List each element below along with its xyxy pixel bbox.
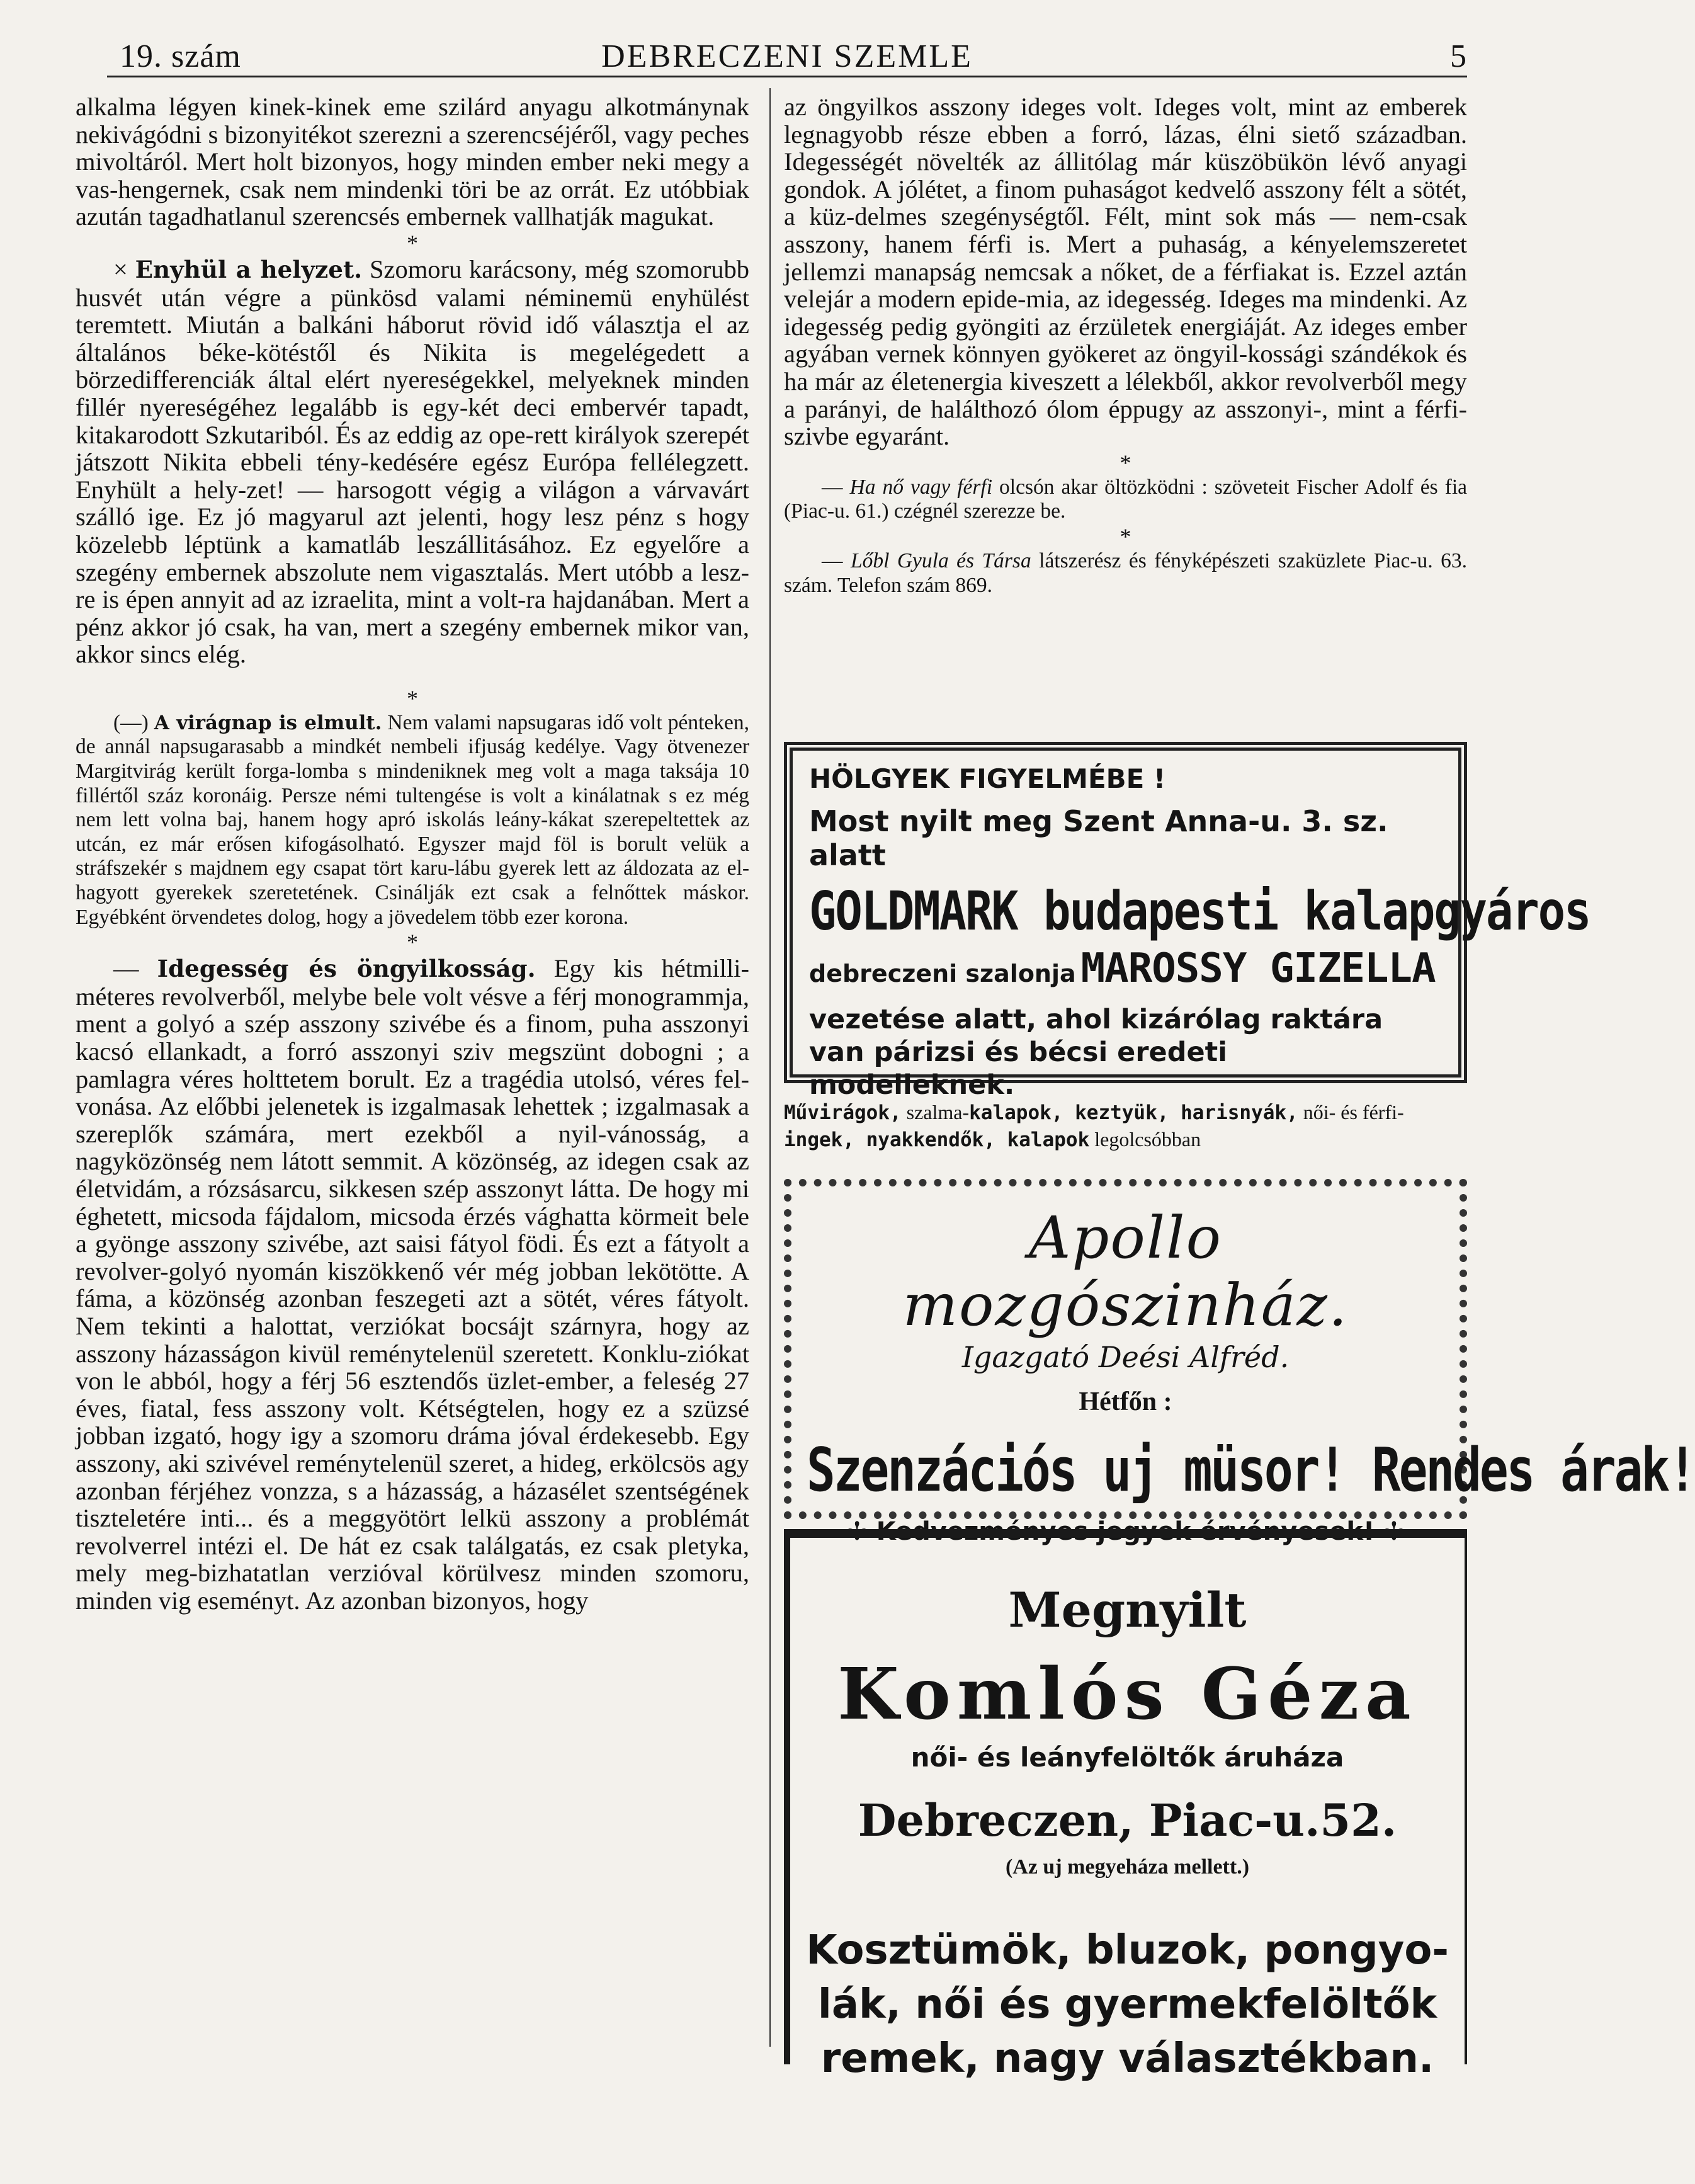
article-title: A virágnap is elmult. [154,711,382,734]
notice-text: olcsón akar öltözködni : szöveteit Fischer Adolf és fia (Piac-u. 61.) czégnél szerezze be. [784,475,1468,523]
ad-heading: HÖLGYEK FIGYELMÉBE ! [809,763,1166,794]
ad-opened: Megnyilt [1008,1582,1247,1638]
notice-italic: Ha nő vagy férfi [849,475,993,499]
article-prefix: — [113,954,157,983]
ad-title: Apollo mozgószinház. [902,1204,1349,1339]
masthead-title: DEBRECZENI SZEMLE [601,38,973,74]
notice-prefix: — [822,475,850,499]
ad-apollo [784,1179,1695,1546]
section-marker: × [113,254,128,283]
note-text: legolcsóbban [1089,1128,1201,1151]
ad-line: Most nyilt meg Szent Anna-u. 3. sz. alatt [809,804,1388,872]
note-text: szalma- [901,1101,970,1123]
ad-komlos [784,1529,1467,2082]
note-bold: ingek, nyakkendők, kalapok [784,1129,1090,1151]
left-column [76,93,749,1614]
notice-italic: Lőbl Gyula és Társa [850,549,1031,572]
notice-lobl [784,549,1467,598]
article-prefix: (—) [113,710,154,734]
ad-subtitle: női- és leányfelöltők áruháza [910,1742,1344,1773]
ad-goldmark-note [784,1099,1467,1153]
section-asterisk: * [407,230,418,256]
ad-headline: Szenzációs uj müsor! Rendes árak! [807,1435,1695,1505]
article-body: Szomoru karácsony, még szomorubb husvét után végre a pünkösd valami néminemü enyhülést teremtett. Miután a balkáni háborut rövid idő választja el az általános béke-kötéstől és Nikita is megelégedett a börzedifferenciák által elért nyereségekkel, melyeknek minden fillér nyereségéhez legalább is egy-két deci embervér tapadt, kitakarodott Szkutariból. És az eddig az ope-rett királyok szerepét játszott Nikita ebbeli tény-kedésére egész Európa fellélegzett. Enyhült a hely-zet! — harsogott végig a világon a várvavárt szálló ige. Ez jó magyarul azt jelenti, hogy lesz pénz s hogy közelebb léptünk a kamatláb leszállitásához. Ez egyelőre a szegény embernek abszolute nem vigasztalás. Mert utóbb a lesz-re is épen annyit ad az izraelita, mint a volt-ra hajdanában. Mert a pénz akkor jó csak, ha van, mert a szegény embernek mikor van, akkor sincs elég. [76,254,749,669]
ad-owner: MAROSSY GIZELLA [1080,945,1436,992]
note-text: női- és férfi- [1298,1101,1404,1123]
article-title: Idegesség és öngyilkosság. [157,955,536,983]
ad-note [784,1099,1467,1153]
article-body: Nem valami napsugaras idő volt pénteken, de annál napsugarasabb a mindkét nembeli ifjuság kedélye. Vagy ötvenezer Margitvirág került forga-lomba s mindeniknek meg volt a maga taksája 10 fillértől száz koronáig. Persze némi tultengése is volt a kinálatnak s ez még nem lett volna baj, hanem hogy apró iskolás leány-kákat szerepeltettek az utcán, ez már erősen kifogásolható. Egyszer majd föl is borult velük a stráfszekér s majdnem egy csapat tört karu-lábu gyerek lett az áldozata az el-hagyott gyerekek szeretetének. Csinálják ezt csak a felnőttek máskor. Egyébként örvendetes dolog, hogy a jövedelem több ezer korona. [76,710,749,929]
notice-prefix: — [822,549,851,572]
intro-paragraph: alkalma légyen kinek-kinek eme szilárd anyagu alkotmánynak nekivágódni s bizonyitékot szerezni a szerencséjéről, vagy peches mivoltáról. Mert holt bizonyos, hogy minden ember neki megy a vas-hengernek, csak nem mindenki töri be az orrát. Ez utóbbiak azután tagadhatlanul szerencsés embernek vallhatják magukat. [76,93,749,231]
ad-tickets: ✢ Kedvezményes jegyek érvényesek! ✢ [846,1517,1405,1546]
ad-products: Kosztümök, bluzok, pongyo-lák, női és gyermekfelöltők remek, nagy választékban. [806,1927,1449,2082]
note-bold: kalapok, keztyük, harisnyák, [969,1101,1298,1124]
ad-address: Debreczen, Piac-u.52. [858,1794,1397,1846]
article-body: Egy kis hétmilli-méteres revolverből, melybe bele volt vésve a férj monogrammja, ment a golyó a szép asszony szivébe és a finom, puha asszonyi kacsó ellankadt, a forró asszonyi sziv megszünt dobogni ; a pamlagra véres holttetem borult. Ez a tragédia utolsó, véres fel-vonása. Az előbbi jelenetek is izgalmasak lehettek ; izgalmasak a szereplők számára, mert ezekből a nyil-vánosság, a nagyközönség nem látott semmit. A közönség, az idegen csak az életvidám, a rózsásarcu, sikkesen szép asszonyt látta. De hogy mi éghetett, micsoda fájdalom, micsoda érzés vághatta körmeit bele a gyönge asszony szivébe, azt saisi fátyol födi. És ezt a fátyolt a revolver-golyó nyomán kiszökkenő vér még jobban lekötötte. A fáma, a közönség azonban feszegeti azt a sötét, véres fátyolt. Nem tekinti a halottat, verziókat bocsájt szárnyra, hogy az asszony házasságon kivül reménytelenül szeretett. Konklu-ziókat von le abból, hogy a férj 56 esztendős üzlet-ember, a feleség 27 éves, fiatal, fess asszony volt. Kétségtelen, hogy ez a szüzsé jobban izgató, hogy igy a szomoru dráma jóval érdekesebb. Egy asszony, aki szivével reménytelenül szeret, a hideg, erkölcsös agy azonban férjéhez vonzza, s a házasság, a házasélet szentségének tiszteletére inti... és a meggyötört lelkü asszony a problémát revolverrel intézi el. De hát ez csak találgatás, ez csak pletyka, mely meg-bizhatatlan verzióval körülvesz minden szomoru, minden vig eseményt. Az azonban bizonyos, hogy [76,954,749,1615]
section-asterisk: * [407,930,418,955]
column-divider [769,88,771,2047]
article-idegesseg [76,955,749,1614]
notice-fischer [784,475,1467,524]
ad-salon: debreczeni szalonja [809,960,1076,987]
ad-brand: GOLDMARK budapesti kalapgyáros [809,880,1590,943]
ad-location-note: (Az uj megyeháza mellett.) [1005,1855,1250,1879]
ad-brand: Komlós Géza [837,1653,1417,1736]
ad-line [809,945,1442,992]
right-column [784,93,1467,598]
section-asterisk: * [1120,523,1131,549]
article-title: Enyhül a helyzet. [135,255,363,283]
ad-goldmark [784,742,1590,1101]
ad-line: vezetése alatt, ahol kizárólag raktára van párizsi és bécsi eredeti modelleknek. [809,1004,1383,1101]
continued-paragraph: az öngyilkos asszony ideges volt. Ideges volt, mint az emberek legnagyobb része ebben a forró, lázas, élni siető században. Idegességét növelték az állitólag már küszöbükön lévő anyagi gondok. A jólétet, a finom puhaságot kedvelő asszony félt a sötét, a küz-delmes szegénységtől. Félt, mint sok más — nem-csak asszony, hanem férfi is. Mert a puhaság, a kényelemszeretet jellemzi manapság nemcsak a nőket, de a férfiakat is. Ezzel aztán velejár a modern epide-mia, az idegesség. Ideges ma mindenki. Az idegesség pedig gyöngiti az érzületek energiáját. Az ideges ember agyában vernek könnyen gyökeret az öngyil-kossági szándékok és ha már az életenergia kiveszett a lélekből, akkor revolverből megy a parányi, de halálthozó ólom éppugy az asszonyi-, mint a férfi-szivbe egyaránt. [784,93,1467,451]
section-asterisk: * [1120,450,1131,475]
section-asterisk: * [407,685,418,711]
article-viragnap [76,711,749,930]
note-bold: Művirágok, [784,1101,902,1124]
page-number: 5 [1450,38,1467,74]
ad-director: Igazgató Deési Alfréd. [961,1340,1290,1374]
page-header [107,31,1467,82]
issue-number: 19. szám [120,38,241,74]
article-enyhul [76,256,749,668]
header-rule [107,76,1467,77]
notice-text: látszerész és fényképészeti szaküzlete Piac-u. 63. szám. Telefon szám 869. [784,549,1468,597]
ad-day: Hétfőn : [1079,1387,1172,1416]
